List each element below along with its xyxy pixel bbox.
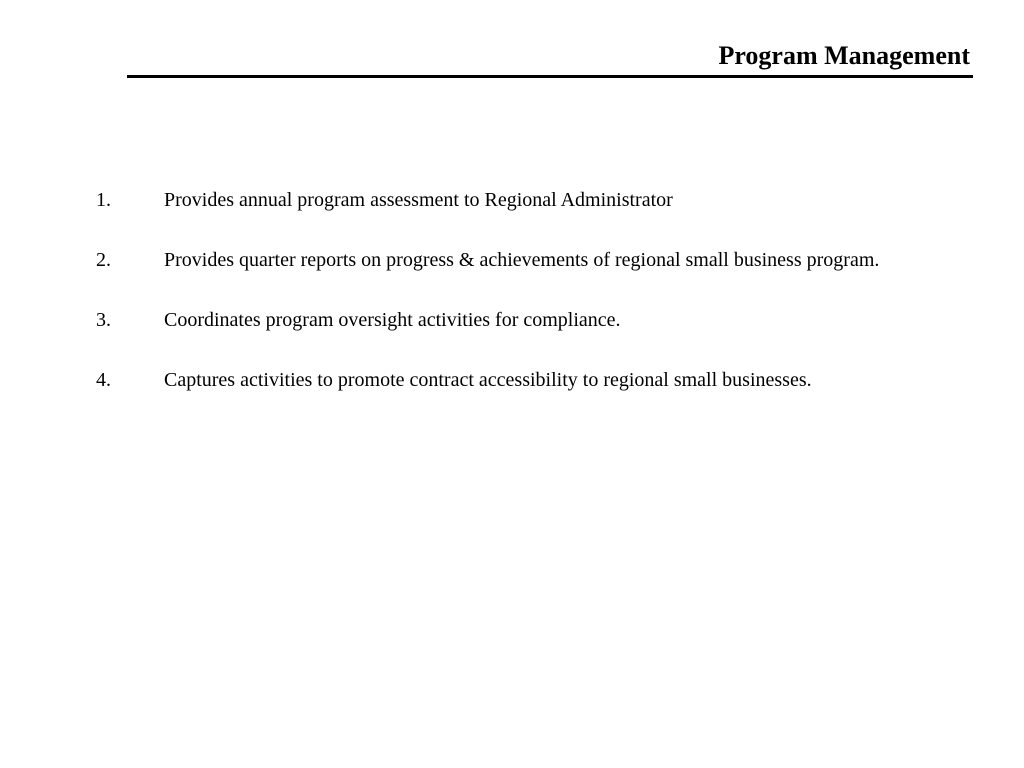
list-item xyxy=(96,308,926,333)
title-underline xyxy=(127,75,973,78)
list-item xyxy=(96,248,926,273)
list-item-text: Provides annual program assessment to Regional Administrator xyxy=(164,189,673,211)
list-item-number: 2. xyxy=(96,249,111,271)
slide-title: Program Management xyxy=(718,41,970,70)
list-item-number: 1. xyxy=(96,189,111,211)
list-item-number: 4. xyxy=(96,369,111,391)
list-item xyxy=(96,368,926,393)
list-item-text: Coordinates program oversight activities for compliance. xyxy=(164,309,621,331)
numbered-list xyxy=(96,188,926,428)
list-item-text: Captures activities to promote contract accessibility to regional small businesses. xyxy=(164,369,812,391)
list-item-text: Provides quarter reports on progress & achievements of regional small business program. xyxy=(164,249,880,271)
list-item-number: 3. xyxy=(96,309,111,331)
list-item xyxy=(96,188,926,213)
